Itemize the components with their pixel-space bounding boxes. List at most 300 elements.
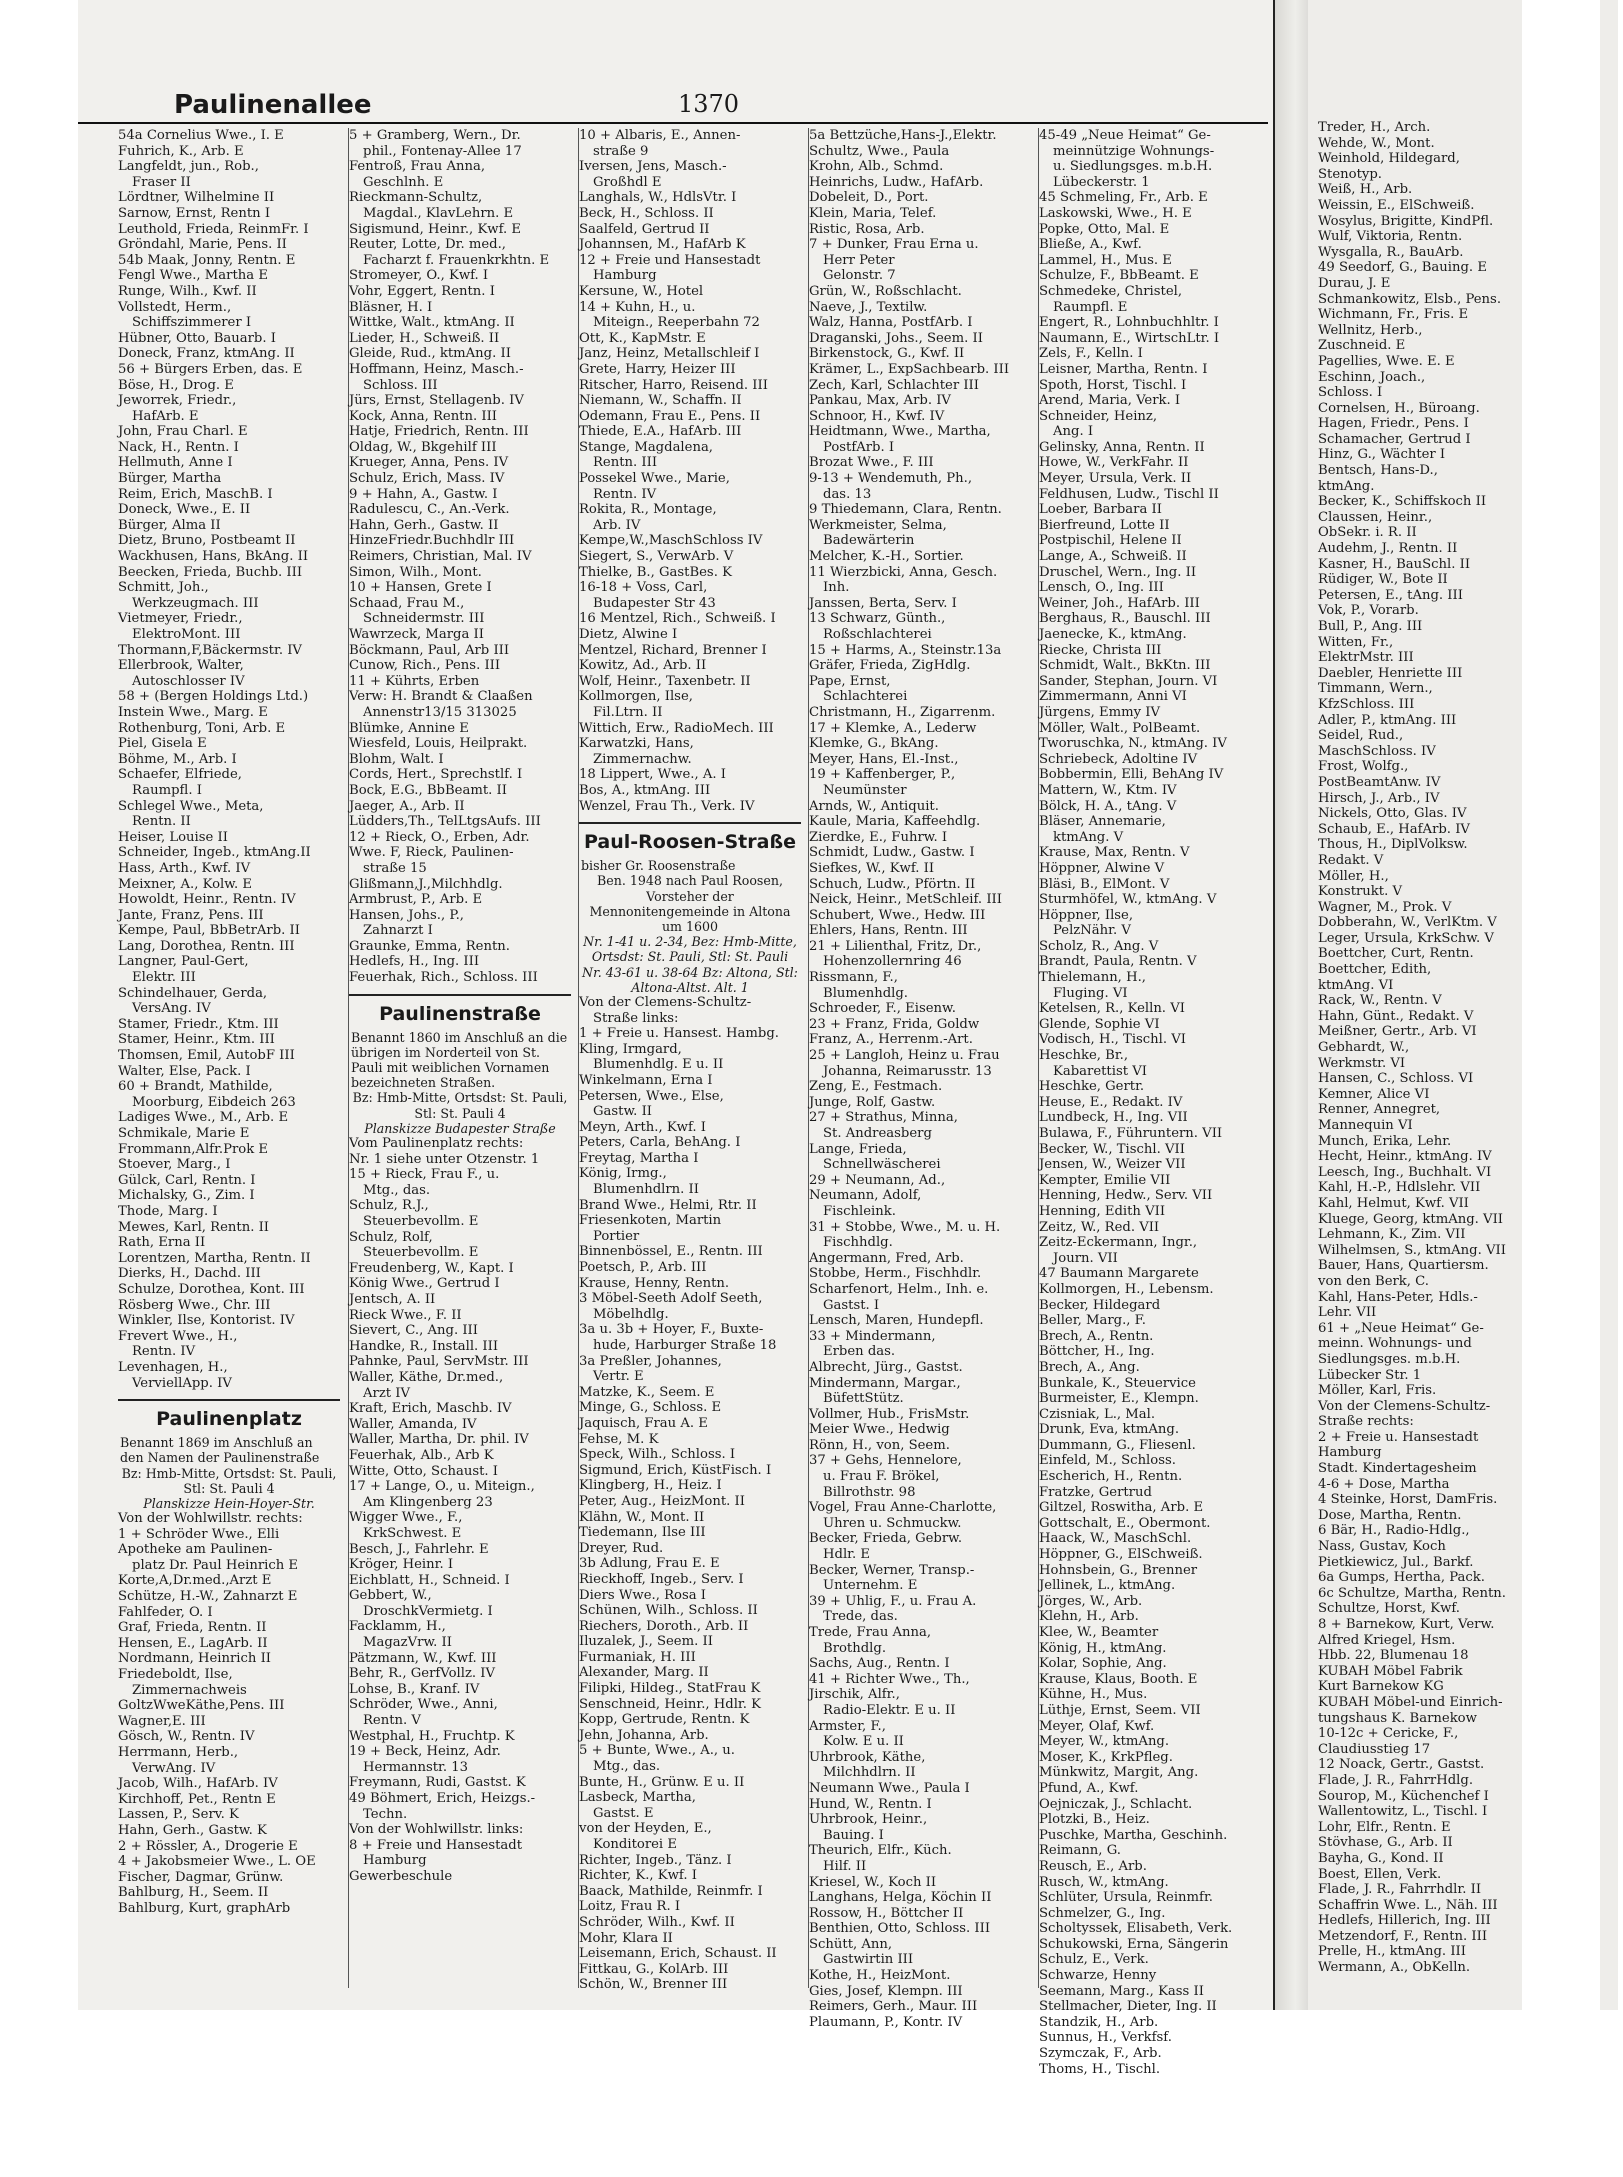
directory-entry: Petersen, E., tAng. III [1318, 587, 1463, 603]
directory-entry: Uhrbrook, Käthe, [809, 1749, 926, 1765]
directory-entry: Kühne, H., Mus. [1039, 1687, 1148, 1703]
directory-entry: Riecke, Christa III [1039, 642, 1162, 658]
directory-entry: John, Frau Charl. E [118, 424, 248, 440]
directory-entry: Kopp, Gertrude, Rentn. K [579, 1712, 750, 1728]
directory-entry: Schmedeke, Christel, [1039, 283, 1183, 299]
directory-entry: Miteign., Reeperbahn 72 [593, 315, 760, 331]
directory-entry: Schaub, E., HafArb. IV [1318, 821, 1470, 837]
directory-entry: Wosylus, Brigitte, KindPfl. [1318, 213, 1494, 229]
directory-entry: Billrothstr. 98 [823, 1484, 916, 1500]
directory-entry: Schön, W., Brenner III [579, 1977, 728, 1993]
directory-entry: Laskowski, Wwe., H. E [1039, 205, 1192, 221]
directory-entry: Binnenbössel, E., Rentn. III [579, 1244, 763, 1260]
directory-entry: Blumenhdlrn. II [593, 1182, 699, 1198]
directory-entry: Dobberahn, W., VerlKtm. V [1318, 915, 1497, 931]
directory-entry: Stamer, Friedr., Ktm. III [118, 1016, 279, 1032]
directory-entry: Fengl Wwe., Martha E [118, 268, 268, 284]
directory-entry: 8 + Barnekow, Kurt, Verw. [1318, 1617, 1495, 1632]
directory-entry: Schmelzer, G., Ing. [1039, 1905, 1166, 1921]
directory-entry: Lorentzen, Martha, Rentn. II [118, 1250, 311, 1266]
directory-entry: Gastst. I [823, 1297, 880, 1313]
directory-entry: Draganski, Johs., Seem. II [809, 330, 983, 346]
directory-entry: Schindelhauer, Gerda, [118, 985, 268, 1001]
directory-entry: Cunow, Rich., Pens. III [349, 658, 501, 674]
directory-entry: Peter, Aug., HeizMont. II [579, 1493, 745, 1509]
directory-entry: Matzke, K., Seem. E [579, 1384, 715, 1400]
street-section-heading: Paul-Roosen-Straße [579, 822, 801, 854]
directory-entry: Krause, Henny, Rentn. [579, 1275, 730, 1291]
directory-entry: Thoms, H., Tischl. [1039, 2061, 1161, 2077]
directory-entry: Schmidt, Walt., BkKtn. III [1039, 658, 1211, 674]
directory-entry: Blohm, Walt. I [349, 751, 444, 767]
directory-entry: Zech, Karl, Schlachter III [809, 377, 979, 393]
directory-entry: Kolw. E u. II [823, 1734, 904, 1750]
directory-entry: Wysgalla, R., BauArb. [1318, 244, 1464, 260]
directory-entry: Zahnarzt I [363, 923, 433, 939]
directory-entry: Schmidt, Ludw., Gastw. I [809, 845, 975, 861]
column-5 [1038, 128, 1261, 2077]
directory-entry: 18 Lippert, Wwe., A. I [579, 767, 726, 783]
book-gutter [1275, 0, 1309, 2010]
directory-entry: Gies, Josef, Klempn. III [809, 1983, 963, 1999]
directory-entry: Gebhardt, W., [1318, 1040, 1410, 1056]
directory-entry: Roßschlachterei [823, 627, 932, 642]
margin-edge [1522, 0, 1600, 2010]
directory-entry: Baack, Mathilde, Reinmfr. I [579, 1883, 763, 1899]
directory-entry: Haack, W., MaschSchl. [1039, 1531, 1192, 1547]
directory-entry: HinzeFriedr.Buchhdlr III [349, 533, 515, 549]
directory-entry: Schmikale, Marie E [118, 1126, 250, 1141]
directory-entry: 16 Mentzel, Rich., Schweiß. I [579, 611, 776, 627]
directory-entry: Heschke, Br., [1039, 1048, 1129, 1064]
directory-entry: Czisniak, L., Mal. [1039, 1406, 1156, 1422]
directory-entry: Oldag, W., Bkgehilf III [349, 439, 497, 455]
directory-entry: Radulescu, C., An.-Verk. [349, 502, 510, 518]
directory-entry: Langner, Paul-Gert, [118, 954, 249, 970]
directory-entry: 15 + Rieck, Frau F., u. [349, 1167, 500, 1183]
directory-entry: Gräfer, Frieda, ZigHdlg. [809, 658, 971, 674]
directory-entry: Spoth, Horst, Tischl. I [1039, 377, 1187, 393]
directory-entry: Am Klingenberg 23 [363, 1494, 493, 1510]
directory-entry: Szymczak, F., Arb. [1039, 2046, 1162, 2062]
directory-entry: Möbelhdlg. [593, 1306, 669, 1322]
directory-entry: Sievert, C., Ang. III [349, 1323, 478, 1339]
directory-entry: Portier [593, 1228, 640, 1244]
directory-entry: Hübner, Otto, Bauarb. I [118, 330, 276, 346]
directory-entry: Kluege, Georg, ktmAng. VII [1318, 1211, 1503, 1227]
directory-entry: Rentn. V [363, 1713, 421, 1729]
directory-entry: Claudiusstieg 17 [1318, 1741, 1431, 1757]
directory-entry: Langhals, W., HdlsVtr. I [579, 190, 737, 206]
directory-entry: Fratzke, Gertrud [1039, 1484, 1152, 1500]
directory-entry: Autoschlosser IV [132, 673, 245, 689]
directory-entry: Bulawa, F., Führuntern. VII [1039, 1126, 1223, 1141]
directory-entry: Schamacher, Gertrud I [1318, 431, 1471, 447]
directory-entry: Munch, Erika, Lehr. [1318, 1133, 1452, 1149]
directory-entry: Siedlungsges. m.b.H. [1318, 1351, 1461, 1367]
directory-entry: Kersune, W., Hotel [579, 283, 704, 299]
directory-entry: Eichblatt, H., Schneid. I [349, 1572, 510, 1588]
directory-entry: Armbrust, P., Arb. E [349, 892, 483, 908]
directory-entry: Kempe,W.,MaschSchloss IV [579, 533, 763, 549]
directory-entry: Rieckhoff, Ingeb., Serv. I [579, 1571, 744, 1587]
directory-entry: Friedeboldt, Ilse, [118, 1667, 233, 1683]
directory-entry: Wallentowitz, L., Tischl. I [1318, 1804, 1488, 1820]
directory-entry: Gleide, Rud., ktmAng. II [349, 346, 511, 362]
directory-entry: VersAng. IV [132, 1001, 211, 1017]
directory-entry: Straße links: [593, 1010, 679, 1026]
directory-entry: Pape, Ernst, [809, 673, 891, 689]
directory-entry: Armster, F., [809, 1718, 886, 1734]
directory-entry: Neick, Heinr., MetSchleif. III [809, 892, 1002, 908]
directory-entry: Fraser II [132, 174, 191, 190]
directory-entry: 5a Bettzüche,Hans-J.,Elektr. [809, 128, 997, 143]
directory-entry: Mindermann, Margar., [809, 1375, 961, 1391]
directory-entry: Feuerhak, Rich., Schloss. III [349, 970, 538, 986]
directory-entry: Höppner, Ilse, [1039, 907, 1134, 923]
directory-entry: Klähn, W., Mont. II [579, 1509, 705, 1525]
directory-entry: Kahl, H.-P., Hdlslehr. VII [1318, 1180, 1481, 1196]
directory-entry: Sachs, Aug., Rentn. I [809, 1656, 950, 1672]
directory-entry: Stange, Magdalena, [579, 439, 713, 455]
directory-entry: Hoffmann, Heinz, Masch.- [349, 361, 524, 377]
directory-entry: 27 + Strathus, Minna, [809, 1110, 958, 1126]
directory-entry: Lohse, B., Kranf. IV [349, 1681, 480, 1697]
directory-entry: Wermann, A., ObKelln. [1318, 1960, 1471, 1976]
directory-entry: Karwatzki, Hans, [579, 736, 694, 752]
directory-entry: 4 Steinke, Horst, DamFris. [1318, 1492, 1498, 1508]
directory-entry: Vollmer, Hub., FrisMstr. [809, 1406, 970, 1422]
page-header [78, 88, 1268, 124]
directory-entry: Schulze, F., BbBeamt. E [1039, 268, 1199, 284]
directory-entry: Mannequin VI [1318, 1118, 1413, 1133]
directory-entry: Reimers, Christian, Mal. IV [349, 549, 532, 565]
directory-entry: Rissmann, F., [809, 970, 898, 986]
directory-entry: Neumünster [823, 782, 907, 798]
directory-entry: Drunk, Eva, ktmAng. [1039, 1422, 1180, 1438]
directory-entry: Leesch, Ing., Buchhalt. VI [1318, 1164, 1492, 1180]
directory-entry: Kahl, Helmut, Kwf. VII [1318, 1195, 1469, 1211]
directory-entry: 60 + Brandt, Mathilde, [118, 1079, 273, 1095]
directory-entry: Becker, W., Tischl. VII [1039, 1141, 1185, 1157]
directory-entry: 9 + Hahn, A., Gastw. I [349, 486, 498, 502]
directory-entry: Dummann, G., Fliesenl. [1039, 1437, 1196, 1453]
directory-entry: Becker, K., Schiffskoch II [1318, 494, 1487, 510]
directory-entry: Leger, Ursula, KrkSchw. V [1318, 930, 1494, 946]
directory-entry: Naumann, E., WirtschLtr. I [1039, 330, 1220, 346]
directory-entry: Von der Wohlwillstr. rechts: [118, 1511, 303, 1527]
directory-entry: Pagellies, Wwe. E. E [1318, 353, 1455, 369]
directory-entry: Rath, Erna II [118, 1235, 206, 1251]
directory-entry: Minge, G., Schloss. E [579, 1400, 722, 1416]
directory-entry: Kempter, Emilie VII [1039, 1172, 1171, 1188]
directory-entry: Graunke, Emma, Rentn. [349, 938, 510, 954]
directory-entry: Lammel, H., Mus. E [1039, 252, 1172, 268]
directory-entry: Meyer, Olaf, Kwf. [1039, 1718, 1155, 1734]
directory-entry: Herr Peter [823, 252, 895, 268]
directory-entry: Lübecker Str. 1 [1318, 1367, 1422, 1383]
directory-entry: Hansen, Johs., P., [349, 907, 464, 923]
directory-entry: Janz, Heinz, Metallschleif I [579, 346, 760, 362]
directory-entry: 12 Noack, Gertr., Gastst. [1318, 1757, 1485, 1773]
directory-entry: Hensen, E., LagArb. II [118, 1635, 268, 1651]
directory-entry: Seidel, Rud., [1318, 728, 1404, 744]
directory-entry: Gebbert, W., [349, 1588, 432, 1604]
directory-entry: Meixner, A., Kolw. E [118, 876, 252, 892]
directory-entry: Lasbeck, Martha, [579, 1790, 696, 1806]
directory-entry: hude, Harburger Straße 18 [593, 1338, 777, 1354]
directory-entry: Hecht, Heinr., ktmAng. IV [1318, 1149, 1492, 1165]
directory-entry: Ang. I [1053, 424, 1094, 440]
directory-entry: Johannsen, M., HafArb K [579, 237, 746, 253]
directory-entry: BüfettStütz. [823, 1391, 904, 1407]
directory-entry: Schroeder, F., Eisenw. [809, 1001, 956, 1017]
directory-entry: Vodisch, H., Tischl. VI [1039, 1032, 1187, 1048]
directory-entry: Peters, Carla, BehAng. I [579, 1135, 741, 1151]
directory-entry: Rentn. IV [593, 486, 657, 502]
directory-entry: Doneck, Franz, ktmAng. II [118, 346, 295, 362]
directory-entry: Waller, Käthe, Dr.med., [349, 1369, 504, 1385]
directory-entry: Konstrukt. V [1318, 884, 1402, 900]
directory-entry: Jürgens, Emmy IV [1039, 704, 1160, 720]
directory-entry: Doneck, Wwe., E. II [118, 502, 251, 518]
directory-entry: 54b Maak, Jonny, Rentn. E [118, 252, 296, 268]
directory-entry: Escherich, H., Rentn. [1039, 1469, 1183, 1485]
directory-entry: Schlachterei [823, 689, 908, 705]
directory-entry: Facklamm, H., [349, 1619, 446, 1635]
directory-entry: Steuerbevollm. E [363, 1214, 479, 1230]
directory-entry: Schriebeck, Adoltine IV [1039, 751, 1198, 767]
directory-entry: Wagner,E. III [118, 1713, 206, 1729]
directory-entry: Reuter, Lotte, Dr. med., [349, 237, 506, 253]
directory-entry: Ladiges Wwe., M., Arb. E [118, 1110, 289, 1126]
directory-entry: Gülck, Carl, Rentn. I [118, 1172, 256, 1188]
directory-entry: 8 + Freie und Hansestadt [349, 1837, 523, 1853]
directory-entry: Glißmann,J.,Milchhdlg. [349, 876, 503, 892]
directory-entry: Leisner, Martha, Rentn. I [1039, 361, 1208, 377]
directory-entry: Henning, Hedw., Serv. VII [1039, 1188, 1213, 1204]
directory-entry: meinn. Wohnungs- und [1318, 1336, 1472, 1352]
directory-entry: Witte, Otto, Schaust. I [349, 1463, 498, 1479]
directory-entry: Lüdders,Th., TelLtgsAufs. III [349, 814, 541, 830]
directory-entry: Bierfreund, Lotte II [1039, 517, 1170, 533]
directory-entry: Bunte, H., Grünw. E u. II [579, 1774, 745, 1790]
directory-entry: 10 + Albaris, E., Annen- [579, 128, 741, 143]
directory-entry: Thielemann, H., [1039, 970, 1146, 986]
directory-entry: VerwAng. IV [132, 1760, 216, 1776]
directory-entry: Jeworrek, Friedr., [118, 393, 237, 409]
directory-entry: Hinz, G., Wächter I [1318, 447, 1446, 463]
directory-entry: Schwarze, Henny [1039, 1968, 1157, 1984]
directory-entry: Pätzmann, W., Kwf. III [349, 1650, 497, 1666]
directory-entry: König, H., ktmAng. [1039, 1640, 1167, 1656]
directory-entry: Jehn, Johanna, Arb. [579, 1727, 709, 1743]
directory-entry: Vok, P., Vorarb. [1318, 603, 1419, 619]
directory-entry: ktmAng. [1318, 478, 1375, 494]
street-section-heading: Paulinenstraße [349, 994, 571, 1026]
directory-entry: Hedlefs, H., Ing. III [349, 954, 480, 970]
directory-entry: Hamburg [593, 268, 657, 284]
directory-entry: Schiffszimmerer I [132, 315, 252, 331]
directory-entry: Schukowski, Erna, Sängerin [1039, 1936, 1229, 1952]
directory-entry: Janssen, Berta, Serv. I [809, 595, 957, 611]
directory-entry: Fuhrich, K., Arb. E [118, 143, 244, 159]
directory-entry: Kock, Anna, Rentn. III [349, 408, 497, 424]
directory-entry: Rentn. II [132, 814, 191, 830]
directory-entry: Ristic, Rosa, Arb. [809, 221, 925, 237]
directory-entry: Becker, Frieda, Gebrw. [809, 1531, 963, 1547]
directory-entry: Furmaniak, H. III [579, 1649, 696, 1665]
directory-entry: Fischleink. [823, 1203, 896, 1219]
directory-entry: Böttcher, H., Ing. [1039, 1344, 1155, 1360]
directory-entry: 49 Seedorf, G., Bauing. E [1318, 260, 1487, 276]
directory-entry: 2 + Rössler, A., Drogerie E [118, 1838, 298, 1854]
directory-entry: Benthien, Otto, Schloss. III [809, 1921, 991, 1937]
directory-entry: Schütze, H.-W., Zahnarzt E [118, 1589, 298, 1605]
directory-entry: Renner, Annegret, [1318, 1102, 1441, 1118]
directory-entry: Thomsen, Emil, AutobF III [118, 1048, 295, 1064]
directory-entry: 1 + Freie u. Hansest. Hambg. [579, 1026, 779, 1042]
directory-entry: Zeng, E., Festmach. [809, 1079, 943, 1095]
directory-entry: Lohr, Elfr., Rentn. E [1318, 1819, 1451, 1835]
directory-entry: Hohnsbein, G., Brenner [1039, 1562, 1198, 1578]
directory-entry: Frost, Wolfg., [1318, 759, 1409, 775]
directory-entry: straße 9 [593, 143, 649, 159]
directory-entry: Giltzel, Roswitha, Arb. E [1039, 1500, 1204, 1516]
directory-entry: Schulz, E., Verk. [1039, 1952, 1149, 1968]
directory-entry: Hdlr. E [823, 1547, 871, 1563]
directory-entry: Raumpfl. I [132, 782, 202, 798]
directory-entry: ElektrMstr. III [1318, 650, 1414, 666]
directory-entry: 12 + Freie und Hansestadt [579, 252, 761, 268]
directory-entry: Howoldt, Heinr., Rentn. IV [118, 892, 296, 908]
left-page [78, 0, 1275, 2077]
directory-entry: Hass, Arth., Kwf. IV [118, 860, 251, 876]
directory-entry: Hansen, C., Schloss. VI [1318, 1071, 1474, 1087]
directory-entry: Wiesfeld, Louis, Heilprakt. [349, 736, 528, 752]
directory-entry: Meyer, Hans, El.-Inst., [809, 751, 959, 767]
directory-entry: Schnellwäscherei [823, 1157, 941, 1173]
directory-entry: Loitz, Frau R. I [579, 1899, 681, 1915]
directory-entry: Schmankowitz, Elsb., Pens. [1318, 291, 1502, 307]
directory-entry: Waller, Amanda, IV [349, 1416, 477, 1432]
directory-entry: Lange, A., Schweiß. II [1039, 549, 1187, 565]
directory-entry: Jaeger, A., Arb. II [349, 798, 465, 814]
directory-entry: Siegert, S., VerwArb. V [579, 549, 734, 565]
directory-entry: Schubert, Wwe., Hedw. III [809, 907, 986, 923]
directory-entry: meinnützige Wohnungs- [1053, 143, 1215, 159]
directory-entry: 19 + Beck, Heinz, Adr. [349, 1744, 501, 1760]
directory-entry: Adler, P., ktmAng. III [1318, 712, 1457, 728]
directory-entry: Hellmuth, Anne I [118, 455, 233, 471]
directory-entry: Kollmorgen, Ilse, [579, 689, 693, 705]
directory-entry: Rossow, H., Böttcher II [809, 1905, 964, 1921]
directory-entry: Stadt. Kindertagesheim [1318, 1461, 1477, 1477]
directory-entry: Lundbeck, H., Ing. VII [1039, 1110, 1188, 1126]
directory-entry: Thielke, B., GastBes. K [579, 564, 732, 580]
directory-entry: Wwe. F, Rieck, Paulinen- [349, 845, 514, 861]
directory-entry: Langhans, Helga, Köchin II [809, 1890, 992, 1906]
directory-entry: Feuerhak, Alb., Arb K [349, 1447, 494, 1463]
directory-entry: Kraft, Erich, Maschb. IV [349, 1401, 512, 1417]
directory-entry: 5 + Bunte, Wwe., A., u. [579, 1743, 735, 1759]
directory-entry: Hamburg [363, 1853, 427, 1869]
directory-entry: Schünen, Wilh., Schloss. II [579, 1603, 758, 1619]
directory-entry: Druschel, Wern., Ing. II [1039, 564, 1197, 580]
directory-entry: 3a Preßler, Johannes, [579, 1353, 722, 1369]
directory-entry: Stamer, Heinr., Ktm. III [118, 1032, 275, 1048]
directory-entry: 56 + Bürgers Erben, das. E [118, 361, 303, 377]
directory-entry: Jellinek, L., ktmAng. [1039, 1578, 1176, 1594]
directory-entry: Schaefer, Elfriede, [118, 767, 242, 783]
directory-entry: Bließe, A., Kwf. [1039, 237, 1142, 253]
directory-entry: Zels, F., Kelln. I [1039, 346, 1143, 362]
directory-entry: Birkenstock, G., Kwf. II [809, 346, 965, 362]
directory-entry: Rentn. III [593, 455, 658, 471]
directory-entry: Behr, R., GerfVollz. IV [349, 1666, 496, 1682]
directory-entry: Seemann, Marg., Kass II [1039, 1983, 1204, 1999]
directory-entry: Bobbermin, Elli, BehAng IV [1039, 767, 1224, 783]
directory-entry: das. 13 [823, 486, 872, 502]
directory-entry: 10 + Hansen, Grete I [349, 580, 492, 596]
directory-entry: Schultz, Wwe., Paula [809, 143, 950, 159]
directory-entry: 1 + Schröder Wwe., Elli [118, 1526, 280, 1542]
directory-entry: von der Heyden, E., [579, 1821, 712, 1837]
directory-entry: Kowitz, Ad., Arb. II [579, 658, 707, 674]
directory-entry: Meißner, Gertr., Arb. VI [1318, 1024, 1477, 1040]
directory-entry: Beecken, Frieda, Buchb. III [118, 564, 303, 580]
directory-entry: Sourop, M., Küchenchef I [1318, 1788, 1489, 1804]
directory-entry: Höppner, Alwine V [1039, 860, 1165, 876]
directory-entry: Krause, Klaus, Booth. E [1039, 1671, 1198, 1687]
directory-entry: Vollstedt, Herm., [118, 299, 232, 315]
directory-entry: Lassen, P., Serv. K [118, 1807, 239, 1823]
directory-entry: Instein Wwe., Marg. E [118, 704, 268, 720]
directory-entry: Graf, Frieda, Rentn. II [118, 1620, 267, 1636]
directory-entry: Diers Wwe., Rosa I [579, 1587, 706, 1603]
directory-entry: Klee, W., Beamter [1039, 1625, 1159, 1640]
directory-entry: ktmAng. VI [1318, 977, 1394, 993]
directory-entry: Freytag, Martha I [579, 1150, 699, 1166]
directory-entry: Bunkale, K., Steuervice [1039, 1375, 1196, 1391]
directory-entry: Pietkiewicz, Jul., Barkf. [1318, 1554, 1474, 1570]
directory-entry: Zimmermann, Anni VI [1039, 689, 1187, 705]
directory-entry: Engert, R., Lohnbuchhltr. I [1039, 315, 1219, 331]
directory-entry: Thormann,F,Bäckermstr. IV [118, 642, 302, 658]
directory-entry: Bentsch, Hans-D., [1318, 463, 1438, 479]
directory-entry: 11 + Kührts, Erben [349, 673, 480, 689]
directory-entry: Burmeister, E., Klempn. [1039, 1391, 1199, 1407]
directory-entry: Weinhold, Hildegard, [1318, 151, 1460, 167]
directory-entry: Moorburg, Eibdeich 263 [132, 1094, 296, 1110]
directory-entry: ElektroMont. III [132, 627, 241, 642]
directory-entry: 10-12c + Cericke, F., [1318, 1726, 1459, 1742]
directory-entry: Kabarettist VI [1053, 1063, 1147, 1079]
directory-entry: Heidtmann, Wwe., Martha, [809, 424, 991, 440]
directory-entry: Heiser, Louise II [118, 829, 228, 845]
directory-entry: Cords, Hert., Sprechstlf. I [349, 767, 523, 783]
directory-entry: Kasner, H., BauSchl. II [1318, 556, 1471, 572]
directory-entry: Krämer, L., ExpSachbearb. III [809, 361, 1010, 377]
directory-entry: Wackhusen, Hans, BkAng. II [118, 549, 309, 565]
directory-entry: Boettcher, Curt, Rentn. [1318, 946, 1474, 962]
directory-entry: Böhme, M., Arb. I [118, 751, 237, 767]
directory-entry: Dose, Martha, Rentn. [1318, 1507, 1462, 1523]
directory-entry: Angermann, Fred, Arb. [809, 1250, 964, 1266]
directory-entry: Klein, Maria, Telef. [809, 205, 937, 221]
directory-entry: Kurt Barnekow KG [1318, 1679, 1444, 1695]
directory-entry: Radio-Elektr. E u. II [823, 1702, 956, 1718]
